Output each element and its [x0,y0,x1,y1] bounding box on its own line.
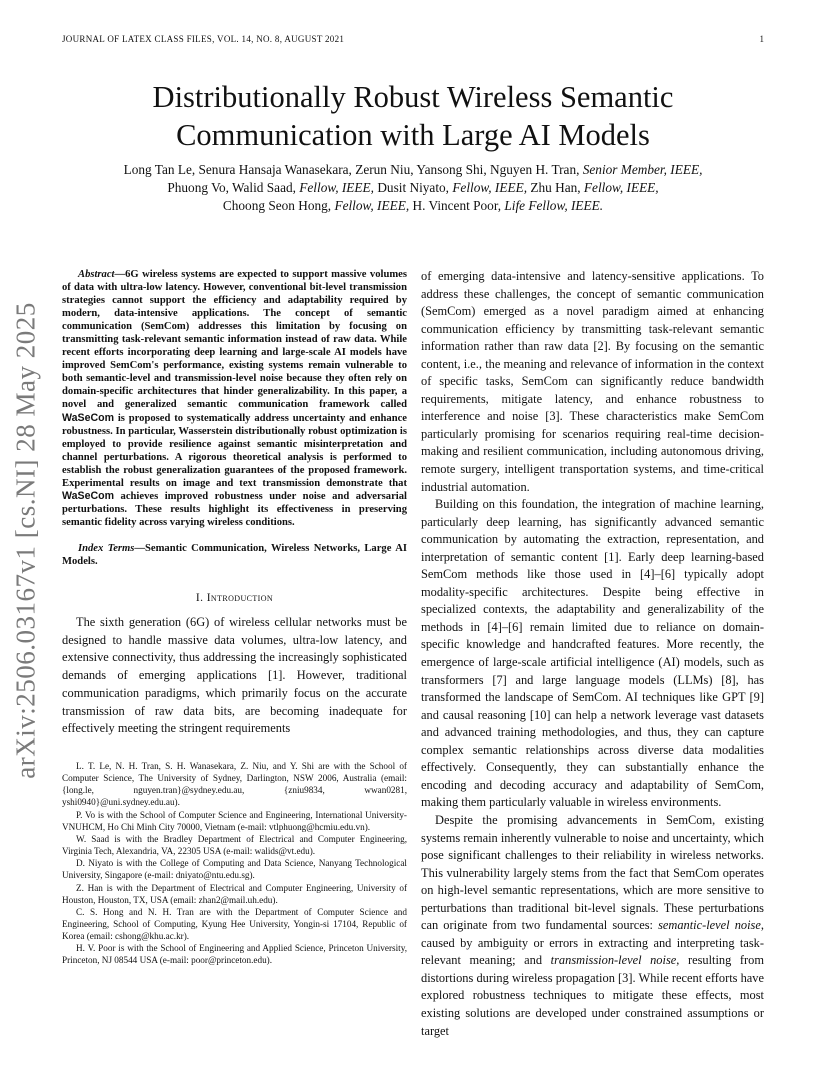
page-number: 1 [759,34,764,44]
footnote: L. T. Le, N. H. Tran, S. H. Wanasekara, Z. Niu, and Y. Shi are with the School of Computer Science, The University of Sydney, Darlington, NSW 2006, Australia (email: {long.le, nguyen.tran}@sydney.edu.au, {zniu9834, wwan0281, yshi0940}@uni.sydney.edu.au). [62,760,407,808]
paper-title: Distributionally Robust Wireless Semantic Communication with Large AI Models [152,80,674,152]
paragraph-text: Despite the promising advancements in SemCom, existing systems remain inherently vulnerable to noise and uncertainty, which pose significant challenges to their reliability in wireless networks. This vulnerability largely stems from the fact that SemCom operates on high-level semantic representations, which are more sensitive to perturbations than traditional bit-level signals. These perturbations can originate from two fundamental sources: [421,812,764,933]
abstract-text: is proposed to systematically address uncertainty and enhance robustness. In particular, Wasserstein distributionally robust optimization is employed to provide resilience against semantic misinterpretation and channel perturbations. A rigorous theoretical analysis is performed to establish the robust generalization guarantees of the proposed framework. Experimental results on image and text transmission demonstrate that [62,412,407,489]
author-names: Long Tan Le, Senura Hansaja Wanasekara, Zerun Niu, Yansong Shi, Nguyen H. Tran, [123,162,580,177]
author-names: Zhu Han, [530,180,581,195]
author-names: Phuong Vo, Walid Saad, [167,180,296,195]
author-affiliation-title: Life Fellow, IEEE. [504,198,604,213]
author-affiliation-title: Fellow, IEEE, [299,180,374,195]
footnote: P. Vo is with the School of Computer Science and Engineering, International University-VNUHCM, Ho Chi Minh City 70000, Vietnam (e-mail: vtlphuong@hcmiu.edu.vn). [62,809,407,832]
arxiv-stamp-container [6,300,46,780]
abstract-label: Abstract [78,269,115,280]
author-names: Dusit Niyato, [377,180,449,195]
index-terms-label: Index Terms [78,542,135,554]
paragraph-text: , caused by ambiguity or errors in extracting and interpreting task-relevant meaning; and [421,918,764,968]
left-column [62,268,407,967]
index-terms [62,542,407,568]
author-names: Choong Seon Hong, [222,198,332,213]
abstract [62,268,407,529]
emphasis-term: semantic-level noise [658,918,761,933]
arxiv-stamp: arXiv:2506.03167v1 [cs.NI] 28 May 2025 [10,301,41,779]
author-list [62,161,764,215]
footnote: D. Niyato is with the College of Computing and Data Science, Nanyang Technological University, Singapore (e-mail: dniyato@ntu.edu.sg). [62,858,407,881]
section-heading [62,592,407,604]
footnote: H. V. Poor is with the School of Engineering and Applied Science, Princeton University, Princeton, NJ 08544 USA (e-mail: poor@princeton.edu). [62,943,407,966]
paragraph-text: , resulting from distortions during wireless propagation [3]. While recent efforts have explored robustness techniques to mitigate these effects, most existing solutions are developed under constrained assumptions or target [421,953,765,1038]
footnote: Z. Han is with the Department of Electrical and Computer Engineering, University of Houston, Houston, TX, USA (email: zhan2@mail.uh.edu). [62,882,407,905]
author-affiliation-title: Senior Member, IEEE, [582,162,703,177]
footnote: C. S. Hong and N. H. Tran are with the Department of Computer Science and Engineering, School of Computing, Kyung Hee University, Yongin-si 17104, Republic of Korea (email: cshong@khu.ac.kr). [62,906,407,942]
author-affiliation-title: Fellow, IEEE, [452,180,528,195]
section-number: I. [195,592,204,605]
running-header: JOURNAL OF LATEX CLASS FILES, VOL. 14, NO. 8, AUGUST 2021 [62,34,345,44]
footnotes [62,760,407,967]
right-column [421,268,764,1040]
author-affiliation-title: Fellow, IEEE, [334,198,410,213]
emphasis-term: transmission-level noise [550,953,677,968]
author-affiliation-title: Fellow, IEEE, [583,180,659,195]
abstract-text: achieves improved robustness under noise and adversarial perturbations. These results highlight its effectiveness in preserving semantic fidelity across varying wireless conditions. [62,490,407,528]
author-line-1 [62,161,764,179]
intro-paragraph: The sixth generation (6G) of wireless cellular networks must be designed to handle massive data volumes, ultra-low latency, and extensive connectivity, thus addressing the increasingly sophisticated demands of emerging applications [1]. However, traditional communication paradigms, which primarily focus on the accurate transmission of raw data bits, are becoming inadequate for effectively meeting the stringent requirements [62,615,407,736]
author-line-3 [62,197,764,215]
intro-paragraph: Building on this foundation, the integration of machine learning, particularly deep learning, has significantly advanced semantic communication by automating the extraction, representation, and interpretation of semantic content [1]. Early deep learning-based SemCom methods like those used in [4]–[6] typically adopt modality-specific architectures. Despite being effective in specialized contexts, the adaptability and generalizability of the methods in [4]–[6] remain limited due to reliance on domain-specific knowledge and handcrafted features. More recently, the emergence of large-scale artificial intelligence (AI) models, such as transformers [7] and large language models (LLMs) [8], has transformed the landscape of SemCom. AI techniques like GPT [9] and causal reasoning [10] can help a network leverage vast datasets and advanced training methodologies, and thus, they can capture complex semantic relationships across diverse data modalities effectively. Consequently, they can substantially enhance the encoding and decoding accuracy and adaptability of SemCom, making them particularly valuable in wireless environments. [421,497,764,810]
framework-name: WaSeCom [62,411,114,424]
index-terms-text: —Semantic Communication, Wireless Networks, Large AI Models. [62,542,407,567]
author-line-2 [62,179,764,197]
footnote: W. Saad is with the Bradley Department of Electrical and Computer Engineering, Virginia Tech, Alexandria, VA, 22305 USA (e-mail: walids@vt.edu). [62,833,407,857]
section-title: Introduction [206,592,274,605]
author-names: H. Vincent Poor, [412,198,502,213]
intro-paragraph [421,812,764,1040]
framework-name: WaSeCom [62,489,114,502]
intro-paragraph: of emerging data-intensive and latency-sensitive applications. To address these challenges, the concept of semantic communication (SemCom) emerged as a novel paradigm aimed at enhancing communication efficiency by transmitting task-relevant semantic information rather than raw data [2]. By focusing on the semantic content, i.e., the meaning and relevance of information in the context of specific tasks, SemCom can significantly reduce bandwidth requirements, mitigate latency, and enhance robustness to interference and noise [3]. These characteristics make SemCom particularly promising for scenarios requiring real-time decision-making and resilient communication, including autonomous driving, remote surgery, intelligent transportation systems, and time-critical industrial automation. [421,269,764,494]
abstract-text: —6G wireless systems are expected to support massive volumes of data with ultra-low latency. However, conventional bit-level transmission strategies cannot support the efficiency and adaptability required by modern, data-intensive applications. The concept of semantic communication (SemCom) addresses this limitation by focusing on transmitting task-relevant semantic information instead of raw data. While recent efforts incorporating deep learning and large-scale AI models have improved SemCom's performance, existing systems remain vulnerable to both semantic-level and transmission-level noise because they often rely on domain-specific architectures that hinder generalizability. In this paper, a novel and generalized semantic communication framework called [62,269,407,411]
